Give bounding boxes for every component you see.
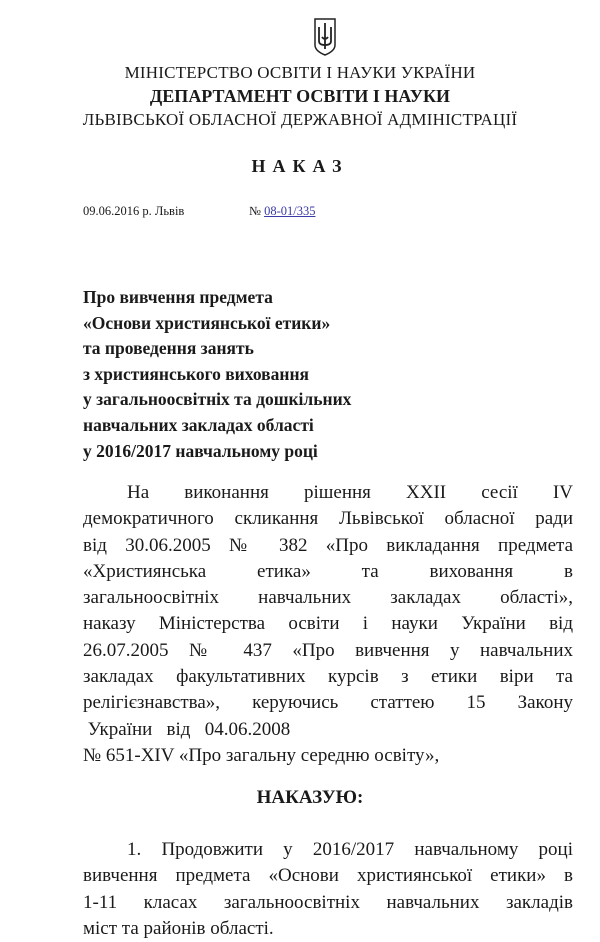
title-line: «Основи християнської етики»: [83, 312, 331, 333]
title-line: з християнського виховання: [83, 363, 309, 384]
title-line: Про вивчення предмета: [83, 287, 273, 307]
order-number: [249, 204, 315, 219]
date-place: 09.06.2016 р. Львів: [83, 204, 185, 218]
title-line: навчальних закладах області: [83, 414, 314, 435]
title-line: у загальноосвітніх та дошкільних: [83, 389, 352, 410]
administration-name: ЛЬВІВСЬКОЇ ОБЛАСНОЇ ДЕРЖАВНОЇ АДМІНІСТРАЦІЇ: [82, 110, 518, 129]
text-line: міст та районів області.: [83, 917, 274, 939]
text-line: релігієзнавства», керуючись статтею 15 Закону: [83, 692, 573, 714]
text-line: демократичного скликання Львівської обласної ради: [83, 508, 573, 530]
trident-emblem-icon: [313, 17, 337, 57]
text-line: 1. Продовжити у 2016/2017 навчальному році: [127, 839, 573, 860]
preamble-paragraph: [83, 480, 573, 769]
text-line: № 651-XIV «Про загальну середню освіту»,: [83, 744, 440, 766]
text-line: наказу Міністерства освіти і науки України від: [83, 613, 573, 635]
text-line: від 30.06.2005 № 382 «Про викладання предмета: [83, 534, 573, 556]
number-label: №: [249, 204, 261, 218]
order-heading: НАКАЗУЮ:: [256, 787, 364, 808]
text-line: «Християнська етика» та виховання в: [83, 560, 573, 582]
order-item-1: [83, 837, 573, 942]
text-line: закладах факультативних курсів з етики віри та: [83, 666, 573, 688]
text-line: 1-11 класах загальноосвітніх навчальних закладів: [83, 891, 573, 913]
text-line: На виконання рішення XXII сесії IV: [127, 482, 573, 503]
text-line: вивчення предмета «Основи християнської етики» в: [83, 865, 573, 887]
ministry-name: МІНІСТЕРСТВО ОСВІТИ І НАУКИ УКРАЇНИ: [124, 63, 476, 82]
title-line: у 2016/2017 навчальному році: [83, 440, 318, 461]
text-line: 26.07.2005 № 437 «Про вивчення у навчальних: [83, 639, 573, 661]
order-number-link[interactable]: 08-01/335: [264, 204, 316, 218]
text-line: України від 04.06.2008: [83, 718, 291, 740]
order-title: [83, 285, 351, 464]
document-type: НАКАЗ: [251, 156, 349, 176]
text-line: загальноосвітніх навчальних закладах області»,: [83, 587, 573, 609]
title-line: та проведення занять: [83, 338, 254, 359]
department-name: ДЕПАРТАМЕНТ ОСВІТИ І НАУКИ: [149, 86, 451, 106]
